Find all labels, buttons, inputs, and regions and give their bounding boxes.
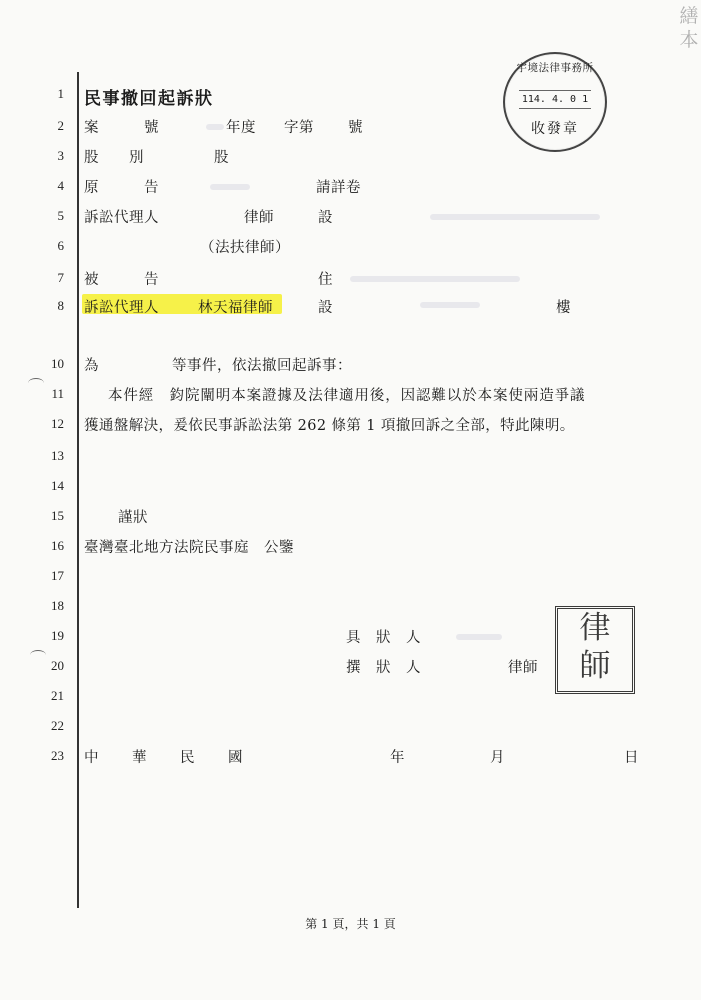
redaction [456,634,502,640]
line-number: 21 [51,688,64,703]
plaintiff-note: 請詳卷 [316,180,361,196]
line-number: 22 [51,718,64,733]
division-suffix: 股 [214,150,229,166]
case-no-label: 案 號 [84,120,159,136]
seal-char: 律 [579,610,611,646]
intro-text: 等事件，依法撤回起訴事： [172,358,352,374]
line-number: 10 [51,356,64,371]
defendant-agent-floor: 樓 [556,300,571,316]
redaction [420,302,480,308]
line-number: 16 [51,538,64,553]
court-addressee: 臺灣臺北地方法院民事庭 公鑒 [84,540,294,556]
copy-mark: 繕本 [679,5,699,51]
drafter-label: 撰 狀 人 [346,660,421,676]
line-number: 12 [51,416,64,431]
document-title: 民事撤回起訴狀 [84,89,214,109]
line-number: 14 [51,478,64,493]
stamp-date: 114. 4. 0 1 [519,90,591,109]
line-number: 11 [51,386,64,401]
stamp-label: 收發章 [531,121,579,137]
filer-label: 具 狀 人 [346,630,421,646]
stamp-firm: 宇境法律事務所 [516,62,594,74]
redaction [350,276,520,282]
plaintiff-label: 原 告 [84,180,159,196]
seal-char: 師 [579,648,611,684]
margin-mark [30,650,46,660]
plaintiff-agent-address-label: 設 [318,210,333,226]
line-number: 3 [57,148,64,163]
line-number: 2 [57,118,64,133]
margin-rule [77,72,79,908]
line-number: 19 [51,628,64,643]
line-number: 5 [57,208,64,223]
date-char-2: 華 [132,750,147,766]
redaction [430,214,600,220]
date-char-1: 中 [84,750,99,766]
defendant-agent-name: 林天福律師 [198,300,273,316]
plaintiff-agent-title: 律師 [244,210,274,226]
line-number: 20 [51,658,64,673]
date-char-4: 國 [228,750,243,766]
line-number: 6 [57,238,64,253]
date-year: 年 [390,750,405,766]
date-day: 日 [624,750,639,766]
lawyer-seal [555,606,635,694]
case-year: 年度 [226,120,256,136]
line-number: 8 [57,298,64,313]
defendant-agent-address-label: 設 [318,300,333,316]
page-footer: 第 1 頁，共 1 頁 [305,917,396,931]
intro-prefix: 為 [84,358,99,374]
redaction [206,124,224,130]
case-no-suffix: 號 [348,120,363,136]
line-number: 15 [51,508,64,523]
plaintiff-agent-label: 訴訟代理人 [84,210,159,226]
line-number: 18 [51,598,64,613]
line-number: 13 [51,448,64,463]
defendant-address-label: 住 [318,272,333,288]
legal-aid-note: （法扶律師） [200,240,290,256]
line-number: 1 [57,86,64,101]
redaction [210,184,250,190]
line-number: 17 [51,568,64,583]
received-stamp [503,52,607,152]
case-char: 字第 [284,120,314,136]
date-month: 月 [490,750,505,766]
defendant-agent-label: 訴訟代理人 [84,300,159,316]
date-char-3: 民 [180,750,195,766]
line-number: 23 [51,748,64,763]
closing: 謹狀 [118,510,148,526]
line-number: 4 [57,178,64,193]
margin-mark [28,378,44,388]
body-line-1: 本件經 鈞院闡明本案證據及法律適用後，因認難以於本案使兩造爭議 [108,388,586,404]
drafter-title: 律師 [508,660,538,676]
division-label: 股 別 [84,150,144,166]
defendant-label: 被 告 [84,272,159,288]
body-line-2: 獲通盤解決，爰依民事訴訟法第 262 條第 1 項撤回訴之全部，特此陳明。 [84,418,575,434]
line-number: 7 [57,270,64,285]
